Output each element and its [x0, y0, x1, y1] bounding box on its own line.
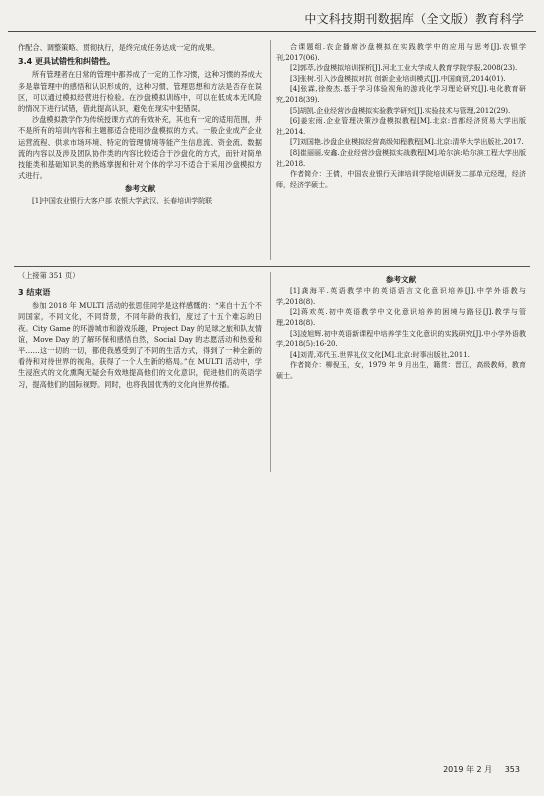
column-divider — [270, 40, 271, 260]
upper-right-column — [276, 42, 526, 190]
reference-7: [7]刘国艳.沙盘企业模拟经营高级知程教程[M].北京:清华大学出版社,2017. — [290, 138, 524, 147]
lower-reference-4: [4]刘青,邓代玉.世界礼仪文化[M].北京:时事出版社,2011. — [290, 350, 470, 359]
page-number: 353 — [504, 765, 520, 774]
lower-reference-2: [2]蒋欢英.初中英语教学中文化意识培养的困境与路径[J].教学与管理,2018(8). — [276, 308, 526, 327]
reference-4: [4]张霖,徐俊杰.基于学习体验视角的游戏化学习理论研究[J].电化教育研究,2018(39). — [276, 85, 526, 104]
paragraph-1: 所有管理者在日常的管理中都养成了一定的工作习惯，这种习惯的养成大多是靠管理中的感悟和认识形成的，这种习惯、管理思想和方法是否存在误区，可以通过模拟经营进行检验。在沙盘模拟训练中，可以在低成本无风险的情况下进行试错，借此提高认识，避免在现实中犯错误。 — [18, 70, 263, 114]
column-divider-lower — [270, 272, 271, 472]
lower-right-column — [276, 272, 526, 382]
upper-left-column — [18, 42, 262, 206]
section-3-4-title: 3.4 更具试错性和纠错性。 — [18, 57, 115, 67]
intro-text: 作配合、调整策略、贯彻执行，是终完成任务达成一定的成果。 — [18, 43, 220, 52]
reference-3: [3]张树.引入沙盘模拟对抗 创新企业培训模式[J].中国商贸,2014(01). — [290, 74, 506, 83]
journal-title: 中文科技期刊数据库（全文版）教育科学 — [304, 12, 524, 26]
conclusion-title: 3 结束语 — [18, 288, 51, 297]
author-bio: 作者简介：王倩，中国农业银行天津培训学院培训研发二部单元经理，经济师，经济学硕士。 — [276, 170, 526, 189]
page-header — [0, 0, 544, 34]
continued-from-label: （上接第 351 页） — [18, 271, 80, 280]
conclusion-paragraph: 参加 2018 年 MULTI 活动的张思佳同学是这样感慨的：“来自十五个不同国家，不同文化，不同背景，不同年龄的我们，度过了十五个难忘的日夜。City Game 的环游城市和游戏乐趣，Project Day 的足球之旅和队友情谊，Move Day 的了解环保和感悟自然，Social Day 的志愿活动和热爱和平……这一切的一切，都使我感受到了不同的生活方式，得到了一种全新的看待和对待世界的视角，获得了一个人生新的格局。”在 MULTI 活动中，学生浸泡式的文化熏陶无疑会有效地提高他们的文化意识，促进他们的英语学习，提高他们的国际视野。同时，也将我国优秀的文化向世界传播。 — [18, 301, 262, 389]
article-divider — [14, 266, 530, 267]
reference-1-continued: 合课题组.农企播席沙盘模拟在实践教学中的应用与思考[J].农银学刊,2017(06). — [276, 43, 526, 62]
lower-left-column — [18, 284, 262, 390]
lower-reference-1: [1]龚海平.英语教学中的英语语言文化意识培养[J].中学外语教与学,2018(8). — [276, 287, 526, 306]
reference-8: [8]崔丽丽,安鑫.企业经营沙盘模拟实战教程[M].哈尔滨:哈尔滨工程大学出版社,2018. — [276, 148, 526, 168]
header-rule — [8, 31, 536, 32]
references-heading-lower: 参考文献 — [385, 275, 417, 284]
lower-author-bio: 作者简介：柳倪玉，女，1979 年 9 月出生，籍贯：晋江，高级教师，教育硕士。 — [276, 361, 526, 380]
reference-1: [1]中国农业银行大客户部 农银大学武汉、长春培训学院联 — [32, 196, 213, 205]
reference-6: [6]姜宏雨.企业管理决策沙盘模拟教程[M].北京:首都经济贸易大学出版社,2014. — [276, 117, 526, 136]
paragraph-2: 沙盘模拟教学作为传统授课方式的有效补充，其也有一定的适用范围，并不是所有的培训内容和主题都适合使用沙盘模拟的方式。一般企业成产企业运营流程、供求市场环境、特定的管理情境等能产生信息流、资金流、数据流的内容以及涉及团队协作类的内容比较适合于沙盘化的方式，而针对简单技能类和基础知识类的熟练掌握和针对个体的学习不适合于采用沙盘模拟方式进行。 — [18, 115, 263, 181]
issue-date: 2019 年 2 月 — [443, 765, 493, 774]
reference-5: [5]胡凯.企业经营沙盘模拟实验教学研究[J].实验技术与管理,2012(29). — [290, 106, 511, 115]
continued-note — [18, 270, 138, 281]
page-footer — [433, 764, 520, 775]
reference-2: [2]郭萃,沙盘模拟培训探析[J].河北工业大学成人教育学院学报,2008(23). — [290, 64, 518, 73]
references-heading: 参考文献 — [124, 184, 156, 194]
lower-reference-3: [3]凌旭辉.初中英语新课程中培养学生文化意识的实践研究[J].中小学外语教学,2018(5):16-20. — [276, 329, 526, 349]
